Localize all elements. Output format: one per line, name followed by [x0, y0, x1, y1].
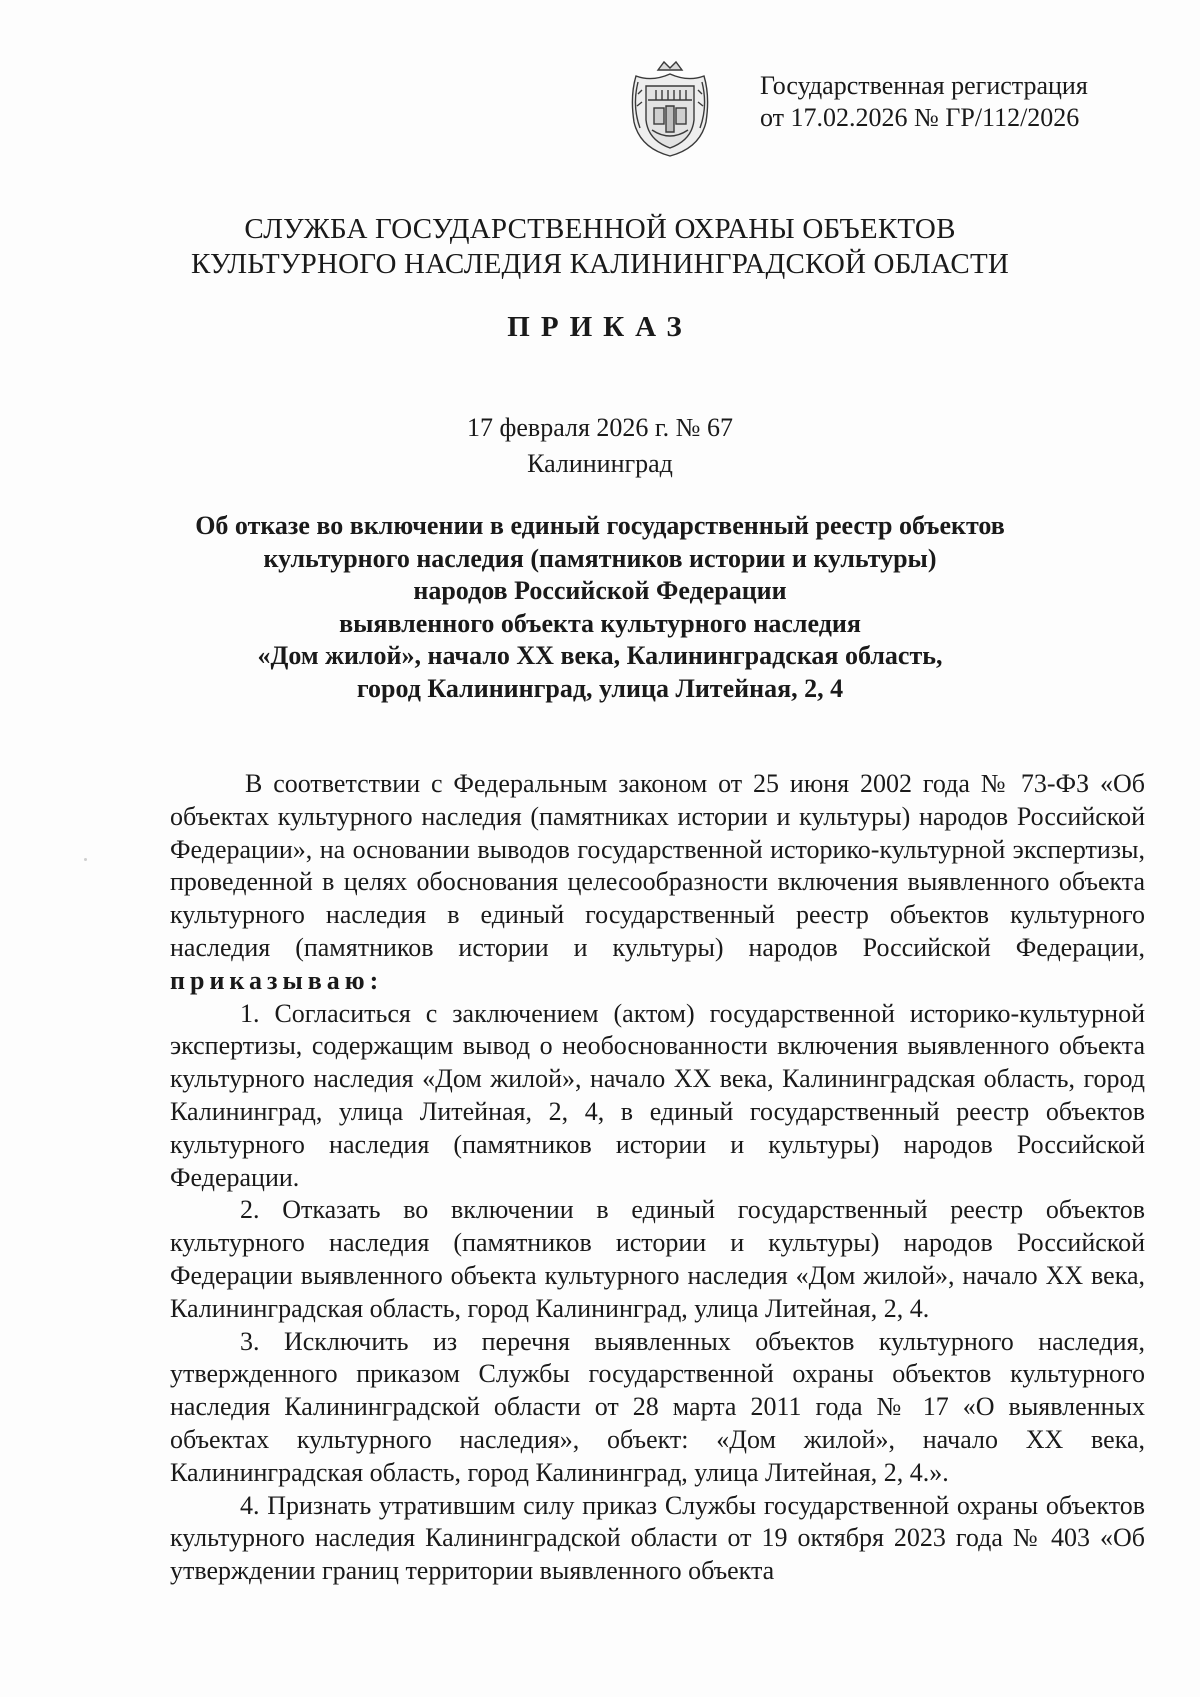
agency-name-line: КУЛЬТУРНОГО НАСЛЕДИЯ КАЛИНИНГРАДСКОЙ ОБЛАСТИ [191, 248, 1009, 280]
registration-number: от 17.02.2026 № ГР/112/2026 [760, 103, 1080, 132]
subject-line: народов Российской Федерации [413, 576, 787, 605]
document-type-title: ПРИКАЗ [507, 311, 693, 343]
order-body [170, 768, 1145, 1588]
order-word: приказываю: [170, 965, 384, 995]
order-date-block [100, 410, 1100, 482]
subject-line: город Калининград, улица Литейная, 2, 4 [356, 673, 844, 703]
agency-name-line: СЛУЖБА ГОСУДАРСТВЕННОЙ ОХРАНЫ ОБЪЕКТОВ [244, 213, 956, 245]
order-item-1: 1. Согласиться с заключением (актом) государственной историко-культурной экспертизы, содержащим вывод о необоснованности включения выявленного объекта культурного наследия «Дом жилой», начало XX века, Калининградская область, город Калининград, улица Литейная, 2, 4, в единый государственный реестр объектов культурного наследия (памятников истории и культуры) народов Российской Федерации. [170, 998, 1145, 1192]
preamble-paragraph [170, 768, 1145, 998]
registration-label: Государственная регистрация [760, 71, 1088, 100]
agency-name [100, 212, 1100, 282]
subject-line: «Дом жилой», начало XX века, Калининградская область, [257, 641, 943, 670]
order-item-4: 4. Признать утратившим силу приказ Службы государственной охраны объектов культурного наследия Калининградской области от 19 октября 2023 года № 403 «Об утверждении границ территории выявленного объекта [170, 1490, 1145, 1586]
scan-speck [84, 858, 87, 861]
subject-line: выявленного объекта культурного наследия [339, 608, 861, 638]
order-subject-heading [160, 510, 1040, 705]
preamble-text: В соответствии с Федеральным законом от 25 июня 2002 года № 73-ФЗ «Об объектах культурного наследия (памятниках истории и культуры) народов Российской Федерации», на основании выводов государственной историко-культурной экспертизы, проведенной в целях обоснования целесообразности включения выявленного объекта культурного наследия в единый государственный реестр объектов культурного наследия (памятников истории и культуры) народов Российской Федерации, [170, 769, 1145, 962]
coat-of-arms-icon [628, 56, 712, 160]
order-item-2: 2. Отказать во включении в единый государственный реестр объектов культурного наследия (памятников истории и культуры) народов Российской Федерации выявленного объекта культурного наследия «Дом жилой», начало XX века, Калининградская область, город Калининград, улица Литейная, 2, 4. [170, 1195, 1145, 1323]
order-date-number: 17 февраля 2026 г. № 67 [467, 413, 733, 442]
subject-line: культурного наследия (памятников истории и культуры) [263, 543, 937, 573]
order-city: Калининград [527, 449, 673, 478]
order-item-3: 3. Исключить из перечня выявленных объектов культурного наследия, утвержденного приказом Службы государственной охраны объектов культурного наследия Калининградской области от 28 марта 2011 года № 17 «О выявленных объектах культурного наследия», объект: «Дом жилой», начало XX века, Калининградская область, город Калининград, улица Литейная, 2, 4.». [170, 1326, 1145, 1487]
state-registration-block [760, 70, 1160, 134]
subject-line: Об отказе во включении в единый государственный реестр объектов [195, 511, 1005, 540]
